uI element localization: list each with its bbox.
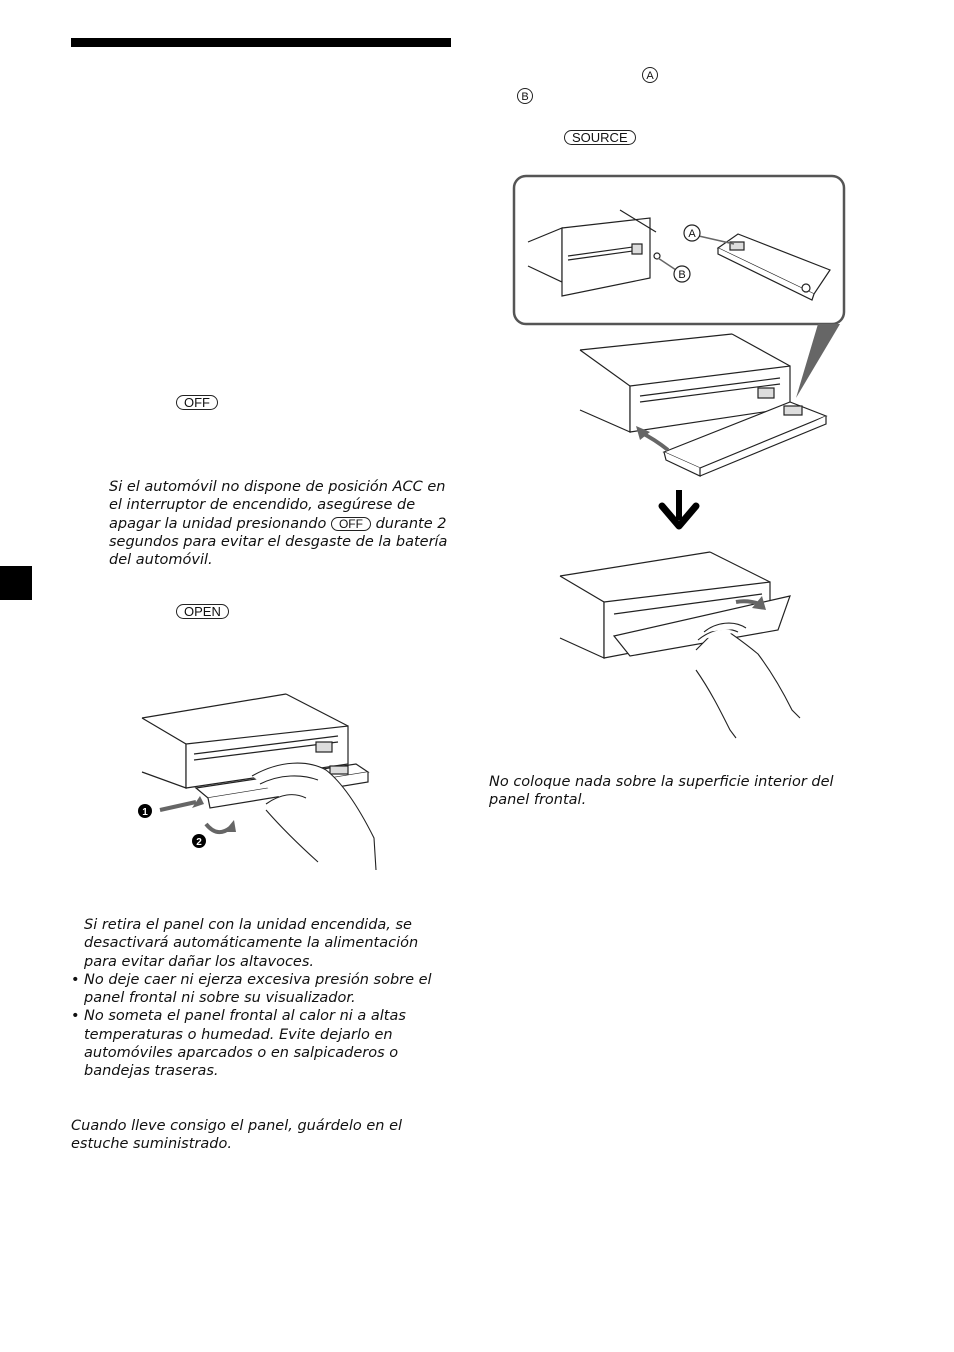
bullet-icon: • [71, 1008, 80, 1025]
marker-b: B [517, 88, 533, 104]
removal-warnings [71, 916, 451, 1081]
open-key-label [176, 601, 229, 620]
warning-removal-text: Si retira el panel con la unidad encendida, se desactivará automáticamente la alimentación para evitar dañar los altavoces. [84, 917, 419, 970]
attach-panel-illustration [500, 170, 860, 750]
detail-label-a: A [688, 228, 696, 240]
bullet-icon: • [71, 971, 80, 988]
marker-a-text [642, 64, 658, 83]
warning-item [71, 916, 451, 971]
down-arrow-icon [662, 490, 696, 526]
step-1-label: 1 [142, 807, 148, 818]
open-key: OPEN [176, 604, 229, 619]
acc-note-text-2: durante 2 segundos para evitar el desgaste de la batería del automóvil. [109, 515, 448, 569]
source-key-label [564, 127, 636, 146]
step-2-label: 2 [196, 837, 202, 848]
detail-label-b: B [678, 269, 686, 281]
remove-panel-illustration [130, 680, 390, 880]
warning-item [71, 1007, 451, 1080]
callout-pointer [796, 324, 840, 398]
warning-pressure-text: No deje caer ni ejerza excesiva presión sobre el panel frontal ni sobre su visualizador. [84, 971, 432, 1007]
acc-note [109, 478, 454, 569]
case-note [71, 1117, 451, 1154]
off-key: OFF [176, 395, 218, 410]
off-key-label [176, 392, 218, 411]
marker-a: A [642, 67, 658, 83]
marker-b-text [517, 85, 533, 104]
acc-note-text-1: Si el automóvil no dispone de posición ACC en el interruptor de encendido, asegúrese de apagar la unidad presionando [109, 479, 446, 532]
warning-item [71, 971, 451, 1008]
inner-surface-note-text: No coloque nada sobre la superficie interior del panel frontal. [489, 774, 834, 809]
hand-closing-icon [696, 623, 800, 738]
unit-attach [580, 334, 826, 476]
warning-heat-text: No someta el panel frontal al calor ni a altas temperaturas o humedad. Evite dejarlo en automóviles aparcados o en salpicaderos o bandejas traseras. [84, 1008, 406, 1080]
source-key: SOURCE [564, 130, 636, 145]
inner-surface-note [489, 773, 869, 810]
chapter-tab-marker [0, 566, 32, 600]
case-note-text: Cuando lleve consigo el panel, guárdelo en el estuche suministrado. [71, 1118, 403, 1153]
off-key-inline: OFF [331, 517, 371, 531]
section-header-rule [71, 38, 451, 47]
